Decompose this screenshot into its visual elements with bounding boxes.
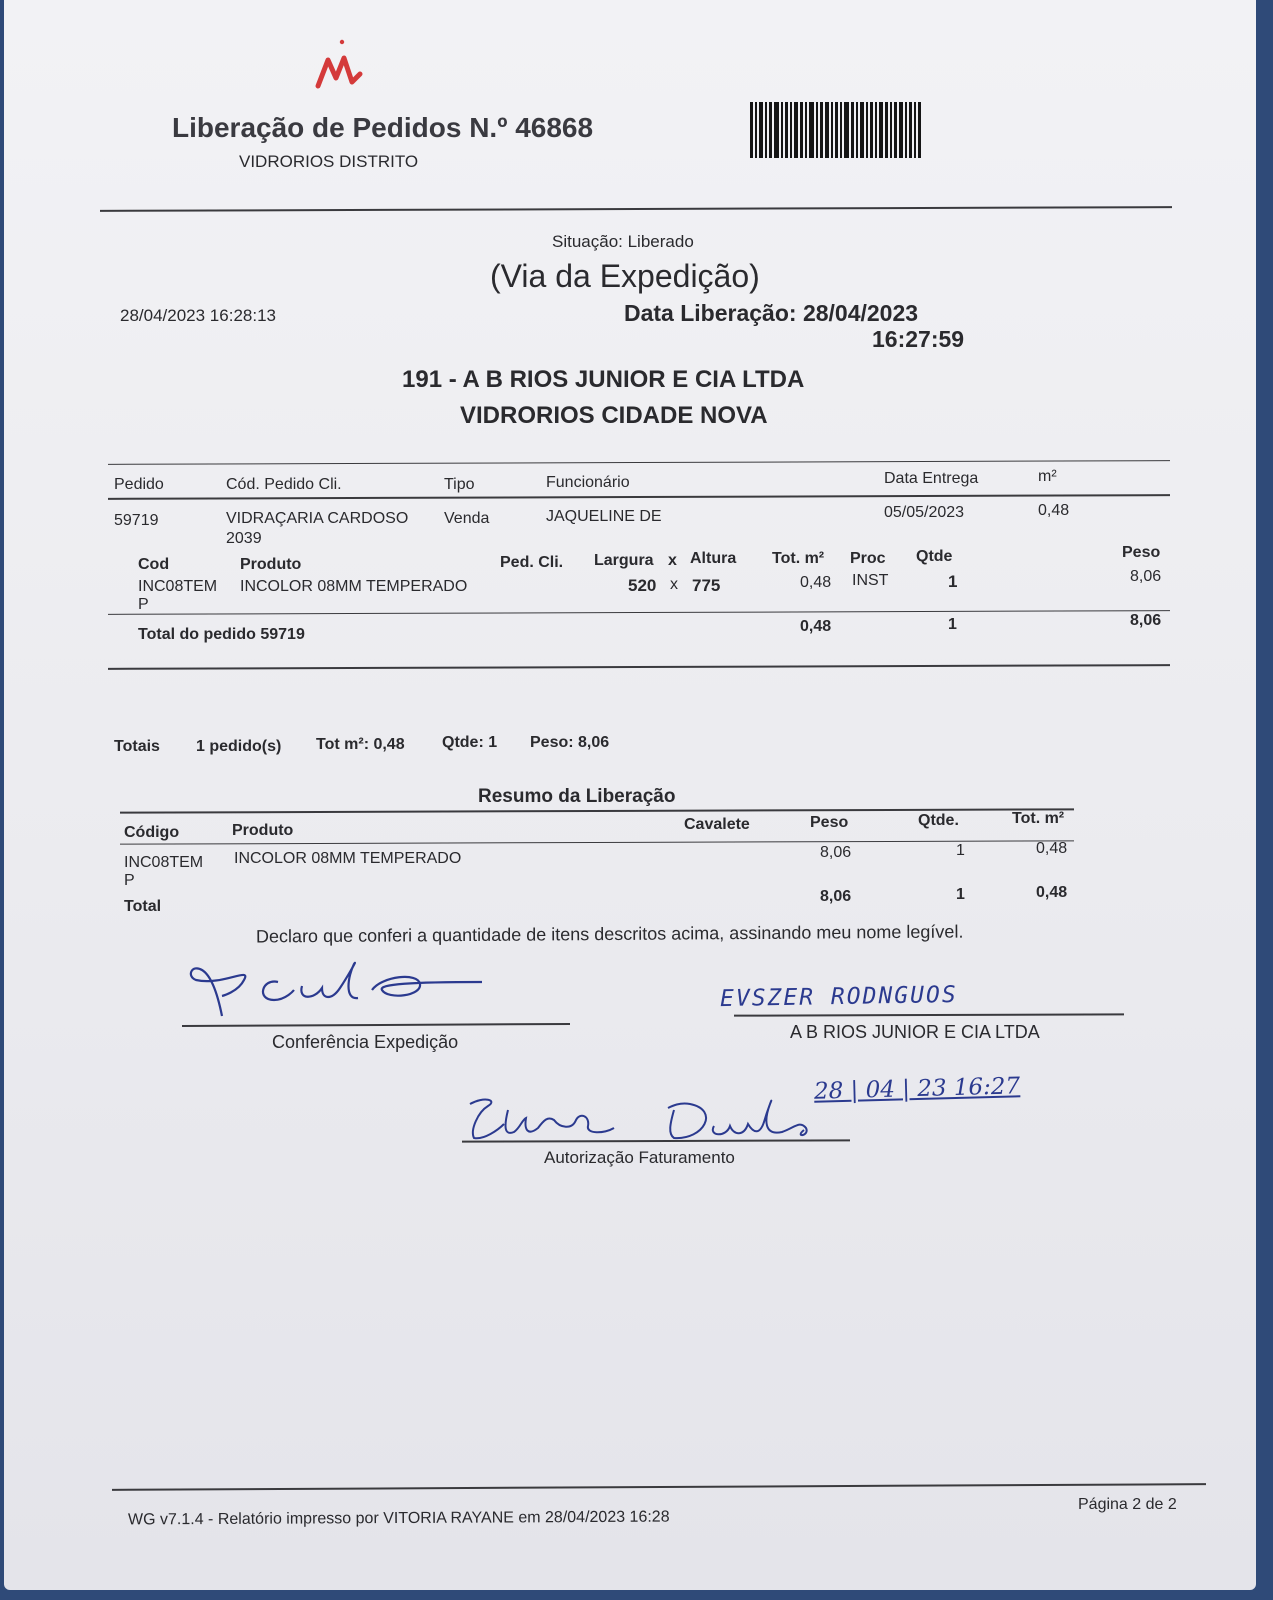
order-total-label: Total do pedido 59719	[138, 626, 305, 643]
item-tot-m2: 0,48	[800, 574, 832, 591]
summary-code-cont: P	[124, 872, 135, 889]
summary-col-qtde: Qtde.	[918, 812, 959, 829]
status-text: Situação: Liberado	[552, 232, 694, 251]
footer-divider	[112, 1483, 1206, 1491]
summary-total-peso: 8,06	[820, 888, 852, 905]
order-total-m2: 0,48	[800, 618, 832, 635]
summary-product: INCOLOR 08MM TEMPERADO	[234, 850, 462, 867]
col-m2: m²	[1038, 468, 1057, 485]
printed-timestamp: 28/04/2023 16:28:13	[120, 306, 276, 325]
order-header-divider	[108, 494, 1170, 500]
order-total-peso: 8,06	[1130, 612, 1162, 629]
item-x: x	[670, 576, 678, 593]
col-tipo: Tipo	[444, 476, 475, 493]
totals-m2: Tot m²: 0,48	[316, 736, 405, 753]
order-total-qtde: 1	[948, 616, 957, 633]
left-signature-caption: Conferência Expedição	[272, 1032, 459, 1052]
summary-col-codigo: Código	[124, 824, 180, 841]
header-divider	[100, 206, 1172, 212]
delivery-date: 05/05/2023	[884, 504, 965, 521]
release-time: 16:27:59	[872, 326, 965, 352]
order-number: 59719	[114, 512, 159, 529]
item-col-proc: Proc	[850, 550, 886, 567]
signature-paulo	[182, 956, 502, 1031]
item-height: 775	[692, 576, 721, 595]
client-name: 191 - A B RIOS JUNIOR E CIA LTDA	[402, 366, 805, 393]
totals-orders: 1 pedido(s)	[196, 738, 282, 755]
page-number: Página 2 de 2	[1078, 1496, 1177, 1513]
totals-peso: Peso: 8,06	[530, 734, 610, 751]
summary-total-m2: 0,48	[1036, 884, 1068, 901]
totals-label: Totais	[114, 738, 160, 755]
right-signature-line	[734, 1013, 1124, 1016]
item-col-cod: Cod	[138, 556, 170, 573]
item-width: 520	[628, 576, 657, 595]
col-funcionario: Funcionário	[546, 474, 630, 491]
summary-code: INC08TEM	[124, 854, 204, 871]
summary-total-label: Total	[124, 898, 162, 915]
summary-total-qtde: 1	[956, 886, 965, 903]
summary-col-cavalete: Cavalete	[684, 816, 750, 833]
col-data-entrega: Data Entrega	[884, 470, 979, 487]
summary-header-divider	[120, 840, 1074, 844]
item-proc: INST	[852, 572, 889, 589]
barcode	[750, 102, 942, 158]
order-table-top-border	[108, 460, 1170, 465]
right-signature-caption: A B RIOS JUNIOR E CIA LTDA	[790, 1022, 1040, 1042]
order-total-divider	[108, 610, 1170, 615]
summary-qtde: 1	[956, 842, 965, 859]
item-col-x: x	[668, 552, 677, 569]
order-m2: 0,48	[1038, 502, 1070, 519]
client-order-code: VIDRAÇARIA CARDOSO	[226, 510, 409, 527]
totals-qtde: Qtde: 1	[442, 734, 498, 751]
item-col-largura: Largura	[594, 552, 654, 569]
item-peso: 8,06	[1130, 568, 1162, 585]
col-cod-pedido: Cód. Pedido Cli.	[226, 476, 342, 493]
company-logo	[314, 38, 364, 94]
item-col-peso: Peso	[1122, 544, 1161, 561]
document-title: Liberação de Pedidos N.º 46868	[172, 112, 594, 143]
item-product: INCOLOR 08MM TEMPERADO	[240, 578, 468, 595]
item-col-produto: Produto	[240, 556, 302, 573]
client-order-code-cont: 2039	[226, 530, 262, 547]
summary-peso: 8,06	[820, 844, 852, 861]
summary-tot-m2: 0,48	[1036, 840, 1068, 857]
summary-col-produto: Produto	[232, 822, 294, 839]
company-subtitle: VIDRORIOS DISTRITO	[239, 152, 419, 171]
copy-type: (Via da Expedição)	[490, 258, 760, 294]
item-code: INC08TEM	[138, 578, 218, 595]
right-handwritten-name: EVSZER RODNGUOS	[719, 981, 958, 1013]
item-col-qtde: Qtde	[916, 548, 953, 565]
document-page	[4, 0, 1256, 1590]
item-col-tot-m2: Tot. m²	[772, 550, 825, 567]
col-pedido: Pedido	[114, 476, 164, 493]
signature-vitoria	[464, 1090, 824, 1155]
summary-col-peso: Peso	[810, 814, 849, 831]
summary-col-tot-m2: Tot. m²	[1012, 810, 1065, 827]
item-col-altura: Altura	[690, 550, 737, 567]
order-type: Venda	[444, 510, 490, 527]
handwritten-datetime: 28 | 04 | 23 16:27	[813, 1073, 1021, 1105]
item-code-cont: P	[138, 596, 149, 613]
summary-title: Resumo da Liberação	[478, 786, 676, 807]
order-table-bottom-border	[108, 664, 1170, 670]
item-qtde: 1	[948, 572, 958, 591]
declaration-text: Declaro que conferi a quantidade de itens descritos acima, assinando meu nome legível.	[255, 921, 964, 947]
client-branch: VIDRORIOS CIDADE NOVA	[460, 402, 768, 429]
footer-printed-by: WG v7.1.4 - Relatório impresso por VITORIA RAYANE em 28/04/2023 16:28	[127, 1508, 670, 1529]
item-col-ped-cli: Ped. Cli.	[500, 554, 564, 571]
release-date: Data Liberação: 28/04/2023	[624, 300, 919, 326]
employee-name: JAQUELINE DE	[546, 508, 662, 525]
bottom-signature-caption: Autorização Faturamento	[544, 1148, 735, 1167]
